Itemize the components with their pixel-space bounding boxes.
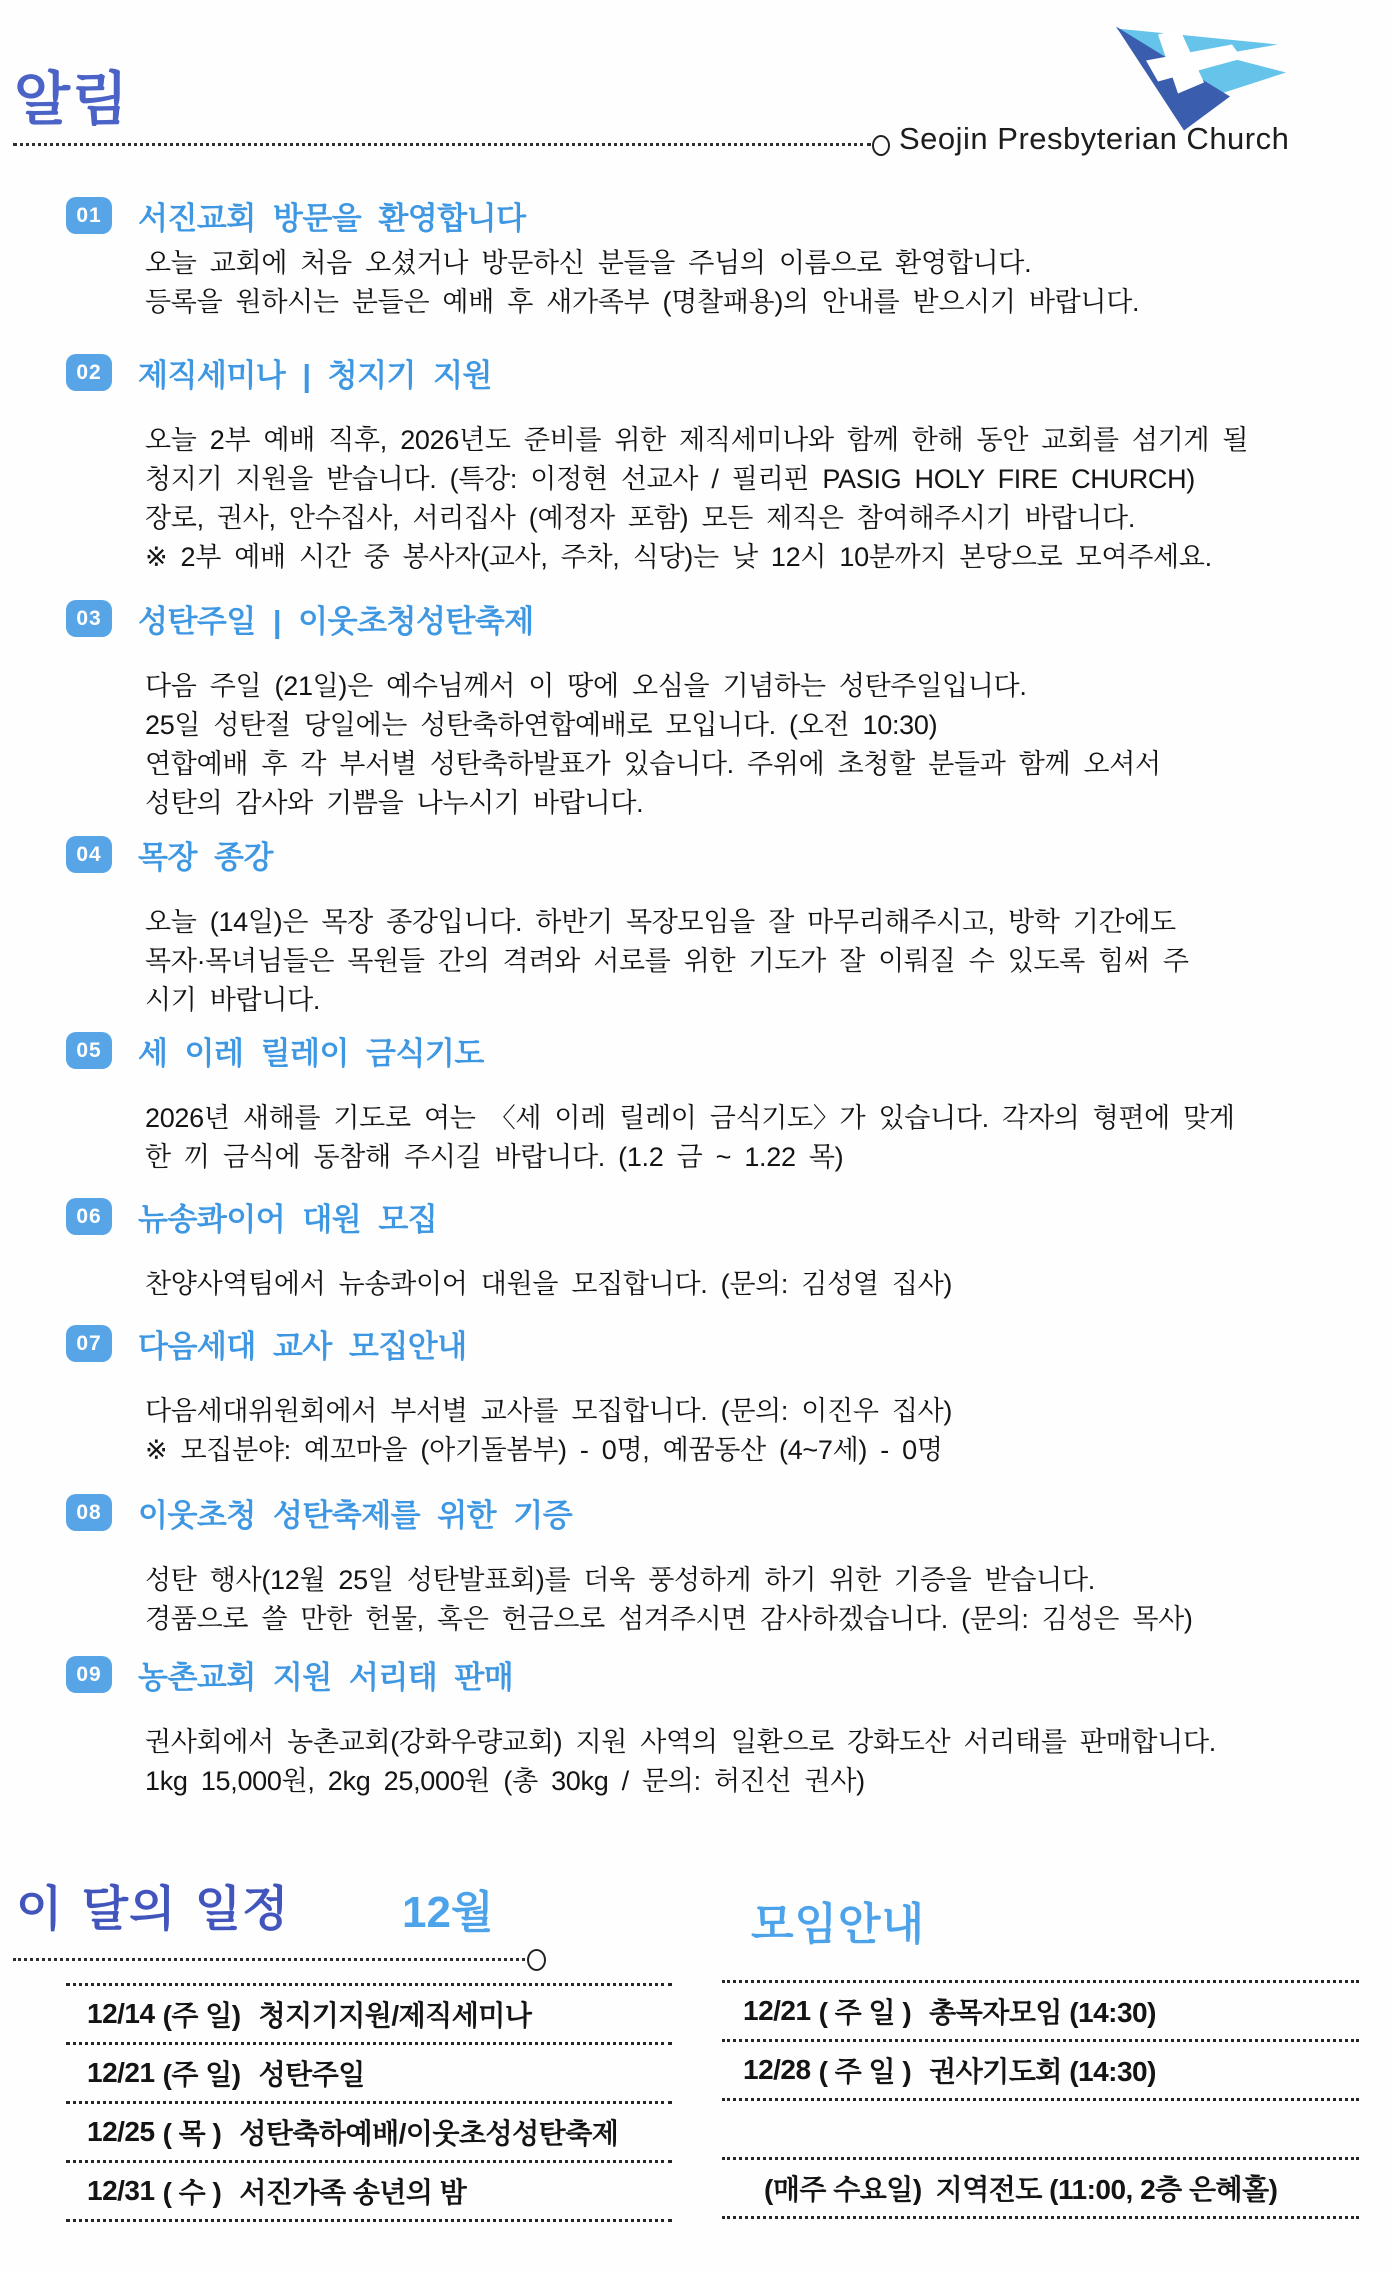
schedule-event: 서진가족 송년의 밤 <box>239 2177 467 2208</box>
meeting-row-weekly <box>722 2157 1359 2216</box>
body-line: 오늘 2부 예배 직후, 2026년도 준비를 위한 제직세미나와 함께 한해 동안 교회를 섬기게 될 <box>145 425 1249 455</box>
section-number-badge: 09 <box>66 1656 112 1693</box>
body-line: 1kg 15,000원, 2kg 25,000원 (총 30kg / 문의: 허진선 권사) <box>145 1766 865 1796</box>
section-number-badge: 05 <box>66 1032 112 1069</box>
section-header <box>66 1490 1366 1535</box>
schedule-row <box>66 2101 672 2160</box>
meetings-table <box>722 1980 1359 2219</box>
meeting-event: 권사기도회 (14:30) <box>929 2056 1156 2087</box>
section-number-badge: 03 <box>66 600 112 637</box>
announcement-section <box>66 596 1366 823</box>
church-name: Seojin Presbyterian Church <box>899 121 1290 156</box>
section-body <box>145 667 1366 823</box>
body-line: 한 끼 금식에 동참해 주시길 바랍니다. (1.2 금 ~ 1.22 목) <box>145 1142 844 1172</box>
announcement-section <box>66 1652 1366 1801</box>
section-number-badge: 07 <box>66 1325 112 1362</box>
section-number-badge: 06 <box>66 1198 112 1235</box>
section-title: 목장 종강 <box>138 840 273 875</box>
section-title: 성탄주일 | 이웃초청성탄축제 <box>138 604 534 639</box>
section-title: 이웃초청 성탄축제를 위한 기증 <box>138 1498 573 1533</box>
body-line: 장로, 권사, 안수집사, 서리집사 (예정자 포함) 모든 제직은 참여해주시기 바랍니다. <box>145 503 1136 533</box>
announcement-section <box>66 832 1366 1020</box>
meeting-event: 지역전도 (11:00, 2층 은혜홀) <box>935 2174 1278 2205</box>
schedule-day: ( 목 ) <box>162 2118 222 2149</box>
section-header <box>66 832 1366 877</box>
header-dotted-rule <box>13 143 871 146</box>
body-line: 연합예배 후 각 부서별 성탄축하발표가 있습니다. 주위에 초청할 분들과 함께 오셔서 <box>145 749 1161 779</box>
body-line: 찬양사역팀에서 뉴송콰이어 대원을 모집합니다. (문의: 김성열 집사) <box>145 1269 953 1299</box>
schedule-dotted-rule <box>13 1958 525 1961</box>
meeting-row <box>722 1980 1359 2039</box>
body-line: 청지기 지원을 받습니다. (특강: 이정현 선교사 / 필리핀 PASIG HOLY FIRE CHURCH) <box>145 464 1195 494</box>
schedule-date: 12/25 <box>87 2116 155 2147</box>
body-line: 2026년 새해를 기도로 여는 〈세 이레 릴레이 금식기도〉가 있습니다. 각자의 형편에 맞게 <box>145 1103 1235 1133</box>
section-title: 뉴송콰이어 대원 모집 <box>138 1202 438 1237</box>
section-title: 농촌교회 지원 서리태 판매 <box>138 1660 514 1695</box>
schedule-day: ( 수 ) <box>162 2177 222 2208</box>
body-line: 성탄 행사(12월 25일 성탄발표회)를 더욱 풍성하게 하기 위한 기증을 받습니다. <box>145 1565 1095 1595</box>
body-line: 오늘 교회에 처음 오셨거나 방문하신 분들을 주님의 이름으로 환영합니다. <box>145 248 1032 278</box>
body-line: 다음세대위원회에서 부서별 교사를 모집합니다. (문의: 이진우 집사) <box>145 1396 953 1426</box>
schedule-day: (주 일) <box>162 2000 241 2031</box>
section-body <box>145 1265 1366 1304</box>
meeting-day: (매주 수요일) <box>764 2174 922 2205</box>
body-line: 등록을 원하시는 분들은 예배 후 새가족부 (명찰패용)의 안내를 받으시기 바랍니다. <box>145 287 1140 317</box>
dotted-rule-end-circle <box>872 135 890 156</box>
section-number-badge: 08 <box>66 1494 112 1531</box>
section-header <box>66 193 1366 238</box>
church-logo-icon <box>1090 8 1290 134</box>
schedule-row <box>66 2042 672 2101</box>
section-number-badge: 01 <box>66 197 112 234</box>
schedule-date: 12/31 <box>87 2175 155 2206</box>
page-title: 알림 <box>14 67 131 132</box>
meeting-date: 12/28 <box>743 2054 811 2085</box>
schedule-event: 청지기지원/제직세미나 <box>258 2000 532 2031</box>
schedule-event: 성탄축하예배/이웃초성성탄축제 <box>239 2118 619 2149</box>
section-header <box>66 350 1366 395</box>
meeting-day: ( 주 일 ) <box>818 2056 912 2087</box>
meeting-day: ( 주 일 ) <box>818 1997 912 2028</box>
section-body <box>145 1099 1366 1177</box>
month-label: 12월 <box>402 1888 494 1937</box>
body-line: 경품으로 쓸 만한 헌물, 혹은 헌금으로 섬겨주시면 감사하겠습니다. (문의: 김성은 목사) <box>145 1604 1193 1634</box>
section-body <box>145 421 1366 577</box>
body-line: ※ 모집분야: 예꼬마을 (아기돌봄부) - 0명, 예꿈동산 (4~7세) - 0명 <box>145 1435 943 1465</box>
section-header <box>66 596 1366 641</box>
section-body <box>145 1723 1366 1801</box>
month-schedule-table <box>66 1983 672 2222</box>
section-title: 제직세미나 | 청지기 지원 <box>138 358 492 393</box>
section-header <box>66 1028 1366 1073</box>
announcement-section <box>66 1194 1366 1304</box>
meetings-title: 모임안내 <box>751 1900 926 1949</box>
schedule-row <box>66 2160 672 2219</box>
section-body <box>145 1561 1366 1639</box>
meeting-event: 총목자모임 (14:30) <box>929 1997 1156 2028</box>
body-line: 오늘 (14일)은 목장 종강입니다. 하반기 목장모임을 잘 마무리해주시고, 방학 기간에도 <box>145 907 1176 937</box>
body-line: 25일 성탄절 당일에는 성탄축하연합예배로 모입니다. (오전 10:30) <box>145 710 938 740</box>
schedule-date: 12/14 <box>87 1998 155 2029</box>
announcement-section <box>66 350 1366 577</box>
dotted-rule-end-circle <box>527 1949 546 1971</box>
body-line: ※ 2부 예배 시간 중 봉사자(교사, 주차, 식당)는 낮 12시 10분까지 본당으로 모여주세요. <box>145 542 1212 572</box>
section-header <box>66 1194 1366 1239</box>
meeting-date: 12/21 <box>743 1995 811 2026</box>
section-title: 서진교회 방문을 환영합니다 <box>138 201 526 236</box>
section-body <box>145 244 1366 322</box>
body-line: 권사회에서 농촌교회(강화우량교회) 지원 사역의 일환으로 강화도산 서리태를 판매합니다. <box>145 1727 1216 1757</box>
meeting-row <box>722 2039 1359 2098</box>
section-number-badge: 02 <box>66 354 112 391</box>
section-body <box>145 1392 1366 1470</box>
body-line: 성탄의 감사와 기쁨을 나누시기 바랍니다. <box>145 788 644 818</box>
section-body <box>145 903 1366 1020</box>
section-title: 세 이레 릴레이 금식기도 <box>138 1036 484 1071</box>
schedule-date: 12/21 <box>87 2057 155 2088</box>
announcement-section <box>66 1028 1366 1177</box>
meeting-row-empty <box>722 2098 1359 2157</box>
announcement-section <box>66 193 1366 322</box>
section-header <box>66 1652 1366 1697</box>
schedule-row <box>66 1983 672 2042</box>
body-line: 다음 주일 (21일)은 예수님께서 이 땅에 오심을 기념하는 성탄주일입니다. <box>145 671 1027 701</box>
month-schedule-title: 이 달의 일정 <box>16 1883 290 1936</box>
section-number-badge: 04 <box>66 836 112 873</box>
section-header <box>66 1321 1366 1366</box>
announcement-section <box>66 1490 1366 1639</box>
body-line: 시기 바랍니다. <box>145 985 321 1015</box>
section-title: 다음세대 교사 모집안내 <box>138 1329 467 1364</box>
schedule-event: 성탄주일 <box>258 2059 365 2090</box>
schedule-day: (주 일) <box>162 2059 241 2090</box>
body-line: 목자·목녀님들은 목원들 간의 격려와 서로를 위한 기도가 잘 이뤄질 수 있도록 힘써 주 <box>145 946 1189 976</box>
announcement-section <box>66 1321 1366 1470</box>
